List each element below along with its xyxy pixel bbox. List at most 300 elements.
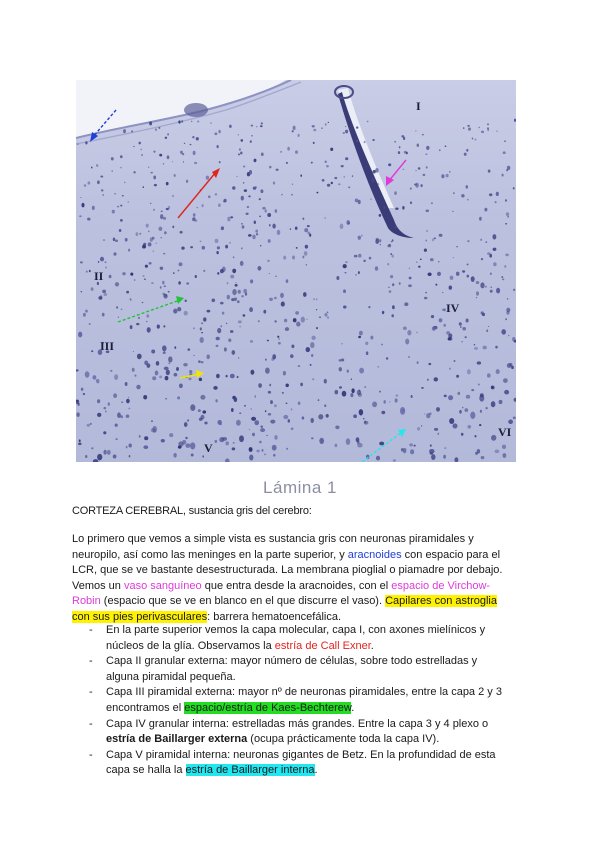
neuron-cell bbox=[286, 448, 288, 450]
neuron-cell bbox=[241, 295, 243, 297]
neuron-cell bbox=[346, 438, 350, 445]
neuron-cell bbox=[478, 384, 480, 386]
neuron-cell bbox=[157, 325, 160, 329]
neuron-cell bbox=[120, 155, 123, 158]
neuron-cell bbox=[164, 285, 166, 287]
neuron-cell bbox=[190, 442, 195, 449]
neuron-cell bbox=[248, 195, 250, 197]
neuron-cell bbox=[345, 272, 347, 273]
neuron-cell bbox=[217, 272, 219, 275]
neuron-cell bbox=[97, 399, 100, 403]
neuron-cell bbox=[391, 314, 394, 317]
neuron-cell bbox=[312, 125, 315, 127]
neuron-cell bbox=[183, 363, 187, 366]
neuron-cell bbox=[443, 455, 446, 459]
neuron-cell bbox=[113, 454, 117, 458]
neuron-cell bbox=[168, 206, 170, 209]
neuron-cell bbox=[133, 171, 135, 173]
neuron-cell bbox=[155, 128, 157, 131]
neuron-cell bbox=[192, 136, 194, 139]
neuron-cell bbox=[310, 342, 314, 348]
neuron-cell bbox=[513, 289, 515, 291]
term-baillarger-interna: estría de Baillarger interna bbox=[185, 764, 315, 777]
neuron-cell bbox=[112, 210, 115, 214]
neuron-cell bbox=[164, 367, 169, 371]
neuron-cell bbox=[398, 151, 400, 154]
neuron-cell bbox=[409, 443, 413, 446]
neuron-cell bbox=[479, 217, 482, 221]
neuron-cell bbox=[480, 282, 484, 288]
neuron-cell bbox=[153, 250, 154, 252]
neuron-cell bbox=[327, 184, 330, 187]
neuron-cell bbox=[274, 320, 276, 322]
neuron-cell bbox=[368, 306, 370, 308]
neuron-cell bbox=[324, 217, 326, 219]
description-paragraph bbox=[72, 532, 512, 626]
neuron-cell bbox=[210, 122, 212, 123]
neuron-cell bbox=[130, 298, 132, 300]
neuron-cell bbox=[286, 162, 288, 164]
neuron-cell bbox=[265, 367, 270, 373]
neuron-cell bbox=[202, 246, 206, 250]
neuron-cell bbox=[215, 440, 218, 443]
neuron-cell bbox=[103, 431, 106, 434]
neuron-cell bbox=[251, 408, 252, 409]
neuron-cell bbox=[227, 217, 230, 222]
list-item-text: . bbox=[370, 639, 374, 652]
neuron-cell bbox=[121, 309, 123, 311]
term-vaso-sanguineo: vaso sanguíneo bbox=[123, 579, 202, 592]
neuron-cell bbox=[103, 293, 107, 296]
neuron-cell bbox=[163, 163, 164, 164]
neuron-cell bbox=[394, 141, 395, 143]
neuron-cell bbox=[324, 404, 326, 407]
neuron-cell bbox=[193, 327, 195, 329]
neuron-cell bbox=[269, 298, 273, 301]
list-item bbox=[72, 685, 512, 716]
neuron-cell bbox=[327, 312, 329, 313]
neuron-cell bbox=[275, 209, 278, 213]
neuron-cell bbox=[251, 135, 253, 137]
neuron-cell bbox=[185, 300, 187, 303]
neuron-cell bbox=[269, 224, 271, 227]
neuron-cell bbox=[372, 402, 377, 408]
neuron-cell bbox=[261, 153, 264, 157]
neuron-cell bbox=[431, 315, 434, 318]
neuron-cell bbox=[79, 215, 82, 217]
neuron-cell bbox=[218, 204, 221, 207]
neuron-cell bbox=[108, 402, 110, 405]
neuron-cell bbox=[339, 359, 342, 361]
neuron-cell bbox=[426, 230, 428, 232]
neuron-cell bbox=[502, 174, 504, 177]
neuron-cell bbox=[281, 194, 282, 196]
neuron-cell bbox=[334, 177, 337, 179]
neuron-cell bbox=[366, 351, 369, 355]
neuron-cell bbox=[260, 426, 262, 428]
neuron-cell bbox=[85, 310, 88, 313]
neuron-cell bbox=[322, 179, 325, 182]
neuron-cell bbox=[375, 239, 379, 244]
neuron-cell bbox=[257, 266, 261, 271]
neuron-cell bbox=[423, 174, 426, 176]
neuron-cell bbox=[459, 322, 462, 325]
neuron-cell bbox=[467, 199, 468, 200]
list-item bbox=[72, 717, 512, 748]
neuron-cell bbox=[286, 383, 289, 387]
neuron-cell bbox=[375, 266, 378, 271]
neuron-cell bbox=[363, 260, 365, 263]
neuron-cell bbox=[504, 140, 506, 142]
neuron-cell bbox=[159, 154, 162, 157]
neuron-cell bbox=[244, 405, 246, 407]
neuron-cell bbox=[180, 151, 183, 154]
neuron-cell bbox=[128, 249, 130, 252]
neuron-cell bbox=[117, 206, 119, 208]
neuron-cell bbox=[341, 343, 342, 345]
neuron-cell bbox=[206, 354, 210, 359]
neuron-cell bbox=[130, 325, 133, 329]
neuron-cell bbox=[200, 327, 202, 330]
neuron-cell bbox=[324, 313, 327, 317]
neuron-cell bbox=[197, 207, 198, 208]
neuron-cell bbox=[102, 313, 105, 317]
neuron-cell bbox=[428, 272, 432, 276]
neuron-cell bbox=[470, 412, 475, 419]
neuron-cell bbox=[392, 283, 394, 286]
neuron-cell bbox=[201, 332, 203, 333]
neuron-cell bbox=[318, 399, 320, 401]
neuron-cell bbox=[496, 288, 500, 294]
neuron-cell bbox=[200, 337, 204, 343]
neuron-cell bbox=[415, 130, 416, 131]
neuron-cell bbox=[181, 246, 184, 249]
neuron-cell bbox=[83, 393, 86, 395]
neuron-cell bbox=[479, 424, 481, 426]
neuron-cell bbox=[400, 407, 405, 415]
neuron-cell bbox=[76, 412, 79, 417]
neuron-cell bbox=[135, 374, 137, 376]
neuron-cell bbox=[425, 292, 427, 294]
neuron-cell bbox=[231, 408, 234, 412]
paragraph-text: que entra desde la aracnoides, con el bbox=[201, 579, 392, 592]
neuron-cell bbox=[395, 208, 398, 210]
neuron-cell bbox=[345, 126, 346, 127]
neuron-cell bbox=[178, 446, 182, 449]
neuron-cell bbox=[489, 193, 493, 196]
neuron-cell bbox=[122, 272, 125, 275]
neuron-cell bbox=[133, 146, 134, 147]
neuron-cell bbox=[345, 157, 348, 160]
neuron-cell bbox=[481, 311, 484, 314]
neuron-cell bbox=[277, 230, 281, 235]
neuron-cell bbox=[146, 224, 149, 228]
neuron-cell bbox=[493, 248, 497, 251]
neuron-cell bbox=[266, 435, 267, 436]
neuron-cell bbox=[272, 445, 277, 451]
layer-label-5: V bbox=[204, 441, 213, 455]
neuron-cell bbox=[91, 166, 92, 168]
neuron-cell bbox=[184, 422, 188, 427]
neuron-cell bbox=[217, 420, 221, 425]
neuron-cell bbox=[358, 336, 361, 338]
neuron-cell bbox=[300, 174, 302, 176]
neuron-cell bbox=[146, 314, 149, 318]
neuron-cell bbox=[256, 233, 258, 235]
neuron-cell bbox=[121, 401, 123, 403]
neuron-cell bbox=[259, 441, 262, 444]
neuron-cell bbox=[439, 149, 441, 151]
neuron-cell bbox=[403, 169, 405, 171]
neuron-cell bbox=[256, 126, 257, 127]
neuron-cell bbox=[316, 327, 318, 329]
neuron-cell bbox=[176, 367, 179, 371]
neuron-cell bbox=[129, 443, 132, 447]
neuron-cell bbox=[143, 445, 148, 449]
neuron-cell bbox=[185, 437, 187, 439]
neuron-cell bbox=[264, 454, 265, 456]
neuron-cell bbox=[316, 309, 317, 310]
neuron-cell bbox=[158, 127, 160, 129]
neuron-cell bbox=[387, 244, 391, 247]
neuron-cell bbox=[357, 390, 361, 395]
neuron-cell bbox=[242, 225, 245, 228]
neuron-cell bbox=[488, 129, 489, 131]
neuron-cell bbox=[139, 435, 141, 438]
neuron-cell bbox=[151, 282, 154, 284]
list-item-text: . bbox=[314, 764, 318, 777]
neuron-cell bbox=[465, 408, 469, 412]
neuron-cell bbox=[480, 239, 482, 241]
neuron-cell bbox=[265, 209, 267, 212]
neuron-cell bbox=[105, 267, 106, 269]
neuron-cell bbox=[480, 410, 482, 413]
neuron-cell bbox=[319, 316, 321, 318]
neuron-cell bbox=[197, 120, 199, 122]
list-item-text: Capa V piramidal interna: neuronas gigantes de Betz. En la profundidad de esta capa se halla la bbox=[106, 748, 496, 777]
neuron-cell bbox=[339, 367, 342, 371]
neuron-cell bbox=[437, 272, 441, 276]
neuron-cell bbox=[474, 347, 478, 350]
neuron-cell bbox=[396, 395, 399, 397]
neuron-cell bbox=[359, 331, 363, 336]
neuron-cell bbox=[295, 150, 298, 154]
neuron-cell bbox=[165, 398, 167, 400]
neuron-cell bbox=[310, 364, 312, 366]
neuron-cell bbox=[111, 170, 112, 172]
neuron-cell bbox=[221, 226, 224, 230]
neuron-cell bbox=[132, 368, 135, 372]
neuron-cell bbox=[187, 419, 189, 421]
neuron-cell bbox=[428, 363, 431, 365]
neuron-cell bbox=[449, 368, 450, 370]
neuron-cell bbox=[120, 167, 122, 169]
neuron-cell bbox=[217, 246, 220, 249]
neuron-cell bbox=[495, 201, 497, 203]
neuron-cell bbox=[355, 198, 358, 202]
neuron-cell bbox=[160, 214, 163, 219]
neuron-cell bbox=[347, 369, 349, 372]
neuron-cell bbox=[122, 195, 124, 197]
neuron-cell bbox=[475, 139, 477, 141]
neuron-cell bbox=[491, 401, 496, 407]
neuron-cell bbox=[402, 206, 404, 210]
neuron-cell bbox=[505, 223, 507, 225]
neuron-cell bbox=[414, 445, 416, 447]
neuron-cell bbox=[448, 395, 453, 400]
neuron-cell bbox=[179, 383, 183, 388]
neuron-cell bbox=[101, 189, 104, 191]
neuron-cell bbox=[326, 165, 329, 167]
neuron-cell bbox=[254, 159, 257, 163]
neuron-cell bbox=[508, 335, 509, 337]
neuron-cell bbox=[89, 323, 91, 324]
neuron-cell bbox=[364, 141, 366, 144]
tissue-background bbox=[76, 80, 516, 462]
neuron-cell bbox=[111, 157, 114, 160]
neuron-cell bbox=[476, 291, 479, 295]
neuron-cell bbox=[483, 346, 487, 350]
neuron-cell bbox=[343, 132, 345, 134]
arachnoid-cluster bbox=[184, 103, 208, 117]
neuron-cell bbox=[363, 418, 365, 419]
neuron-cell bbox=[91, 287, 94, 291]
neuron-cell bbox=[461, 341, 462, 342]
neuron-cell bbox=[260, 428, 265, 432]
neuron-cell bbox=[370, 336, 373, 340]
neuron-cell bbox=[303, 292, 307, 297]
paragraph-text: con espacio para el LCR, que se ve bastante desestructurada. La membrana pioglial o piamadre por debajo. Vemos un bbox=[72, 548, 503, 592]
neuron-cell bbox=[496, 369, 500, 374]
neuron-cell bbox=[140, 149, 141, 150]
neuron-cell bbox=[238, 357, 239, 359]
neuron-cell bbox=[203, 317, 206, 321]
neuron-cell bbox=[165, 376, 169, 381]
neuron-cell bbox=[502, 278, 504, 280]
neuron-cell bbox=[502, 445, 506, 449]
neuron-cell bbox=[207, 310, 211, 313]
neuron-cell bbox=[345, 261, 348, 263]
neuron-cell bbox=[79, 439, 81, 442]
neuron-cell bbox=[312, 378, 314, 380]
list-item bbox=[72, 623, 512, 654]
neuron-cell bbox=[180, 231, 183, 234]
neuron-cell bbox=[128, 201, 129, 203]
neuron-cell bbox=[216, 337, 220, 341]
neuron-cell bbox=[316, 298, 317, 300]
neuron-cell bbox=[161, 211, 163, 212]
neuron-cell bbox=[446, 174, 449, 177]
neuron-cell bbox=[459, 410, 462, 414]
neuron-cell bbox=[487, 373, 491, 377]
neuron-cell bbox=[203, 410, 207, 413]
neuron-cell bbox=[225, 441, 228, 445]
layer-list bbox=[72, 623, 512, 779]
neuron-cell bbox=[460, 326, 461, 328]
neuron-cell bbox=[441, 174, 444, 178]
neuron-cell bbox=[125, 382, 128, 386]
neuron-cell bbox=[133, 351, 134, 352]
neuron-cell bbox=[215, 399, 217, 402]
neuron-cell bbox=[302, 256, 304, 259]
neuron-cell bbox=[318, 414, 323, 419]
neuron-cell bbox=[435, 284, 437, 286]
neuron-cell bbox=[199, 418, 203, 421]
neuron-cell bbox=[283, 415, 288, 419]
neuron-cell bbox=[243, 182, 244, 183]
paragraph-text: Lo primero que vemos a simple vista es sustancia gris con neuronas piramidales y neuropilo, así como las meninges en la parte superior, y bbox=[72, 533, 474, 561]
neuron-cell bbox=[311, 336, 315, 340]
neuron-cell bbox=[292, 130, 294, 132]
neuron-cell bbox=[344, 176, 345, 178]
neuron-cell bbox=[200, 240, 202, 242]
neuron-cell bbox=[250, 340, 253, 343]
neuron-cell bbox=[403, 326, 407, 330]
neuron-cell bbox=[290, 228, 291, 230]
neuron-cell bbox=[457, 392, 460, 395]
neuron-cell bbox=[182, 440, 186, 445]
neuron-cell bbox=[417, 361, 419, 364]
neuron-cell bbox=[426, 166, 428, 168]
neuron-cell bbox=[448, 337, 452, 340]
neuron-cell bbox=[163, 294, 167, 299]
neuron-cell bbox=[153, 175, 156, 179]
neuron-cell bbox=[226, 323, 228, 324]
neuron-cell bbox=[418, 266, 421, 268]
neuron-cell bbox=[420, 259, 422, 260]
neuron-cell bbox=[218, 130, 220, 133]
neuron-cell bbox=[511, 366, 514, 370]
neuron-cell bbox=[477, 361, 481, 364]
neuron-cell bbox=[304, 251, 308, 255]
neuron-cell bbox=[393, 459, 396, 461]
neuron-cell bbox=[487, 127, 489, 129]
neuron-cell bbox=[336, 276, 339, 280]
neuron-cell bbox=[151, 350, 155, 354]
neuron-cell bbox=[292, 184, 293, 185]
neuron-cell bbox=[253, 187, 257, 190]
neuron-cell bbox=[148, 167, 149, 169]
neuron-cell bbox=[313, 298, 315, 300]
neuron-cell bbox=[247, 206, 250, 208]
neuron-cell bbox=[415, 170, 416, 171]
neuron-cell bbox=[115, 240, 118, 243]
neuron-cell bbox=[380, 244, 381, 246]
neuron-cell bbox=[143, 395, 147, 400]
neuron-cell bbox=[442, 309, 446, 312]
neuron-cell bbox=[285, 327, 289, 331]
paragraph-text: : barrera hematoencefálica. bbox=[207, 610, 342, 623]
neuron-cell bbox=[291, 344, 294, 348]
neuron-cell bbox=[212, 298, 216, 302]
neuron-cell bbox=[479, 127, 480, 129]
neuron-cell bbox=[80, 197, 81, 198]
neuron-cell bbox=[224, 347, 227, 351]
neuron-cell bbox=[298, 134, 300, 137]
neuron-cell bbox=[410, 449, 414, 454]
neuron-cell bbox=[139, 233, 141, 235]
neuron-cell bbox=[83, 313, 86, 317]
neuron-cell bbox=[409, 277, 412, 280]
neuron-cell bbox=[479, 395, 484, 402]
neuron-cell bbox=[225, 245, 228, 249]
neuron-cell bbox=[80, 261, 83, 263]
neuron-cell bbox=[429, 449, 434, 454]
neuron-cell bbox=[162, 281, 165, 285]
neuron-cell bbox=[78, 442, 82, 445]
neuron-cell bbox=[453, 257, 455, 258]
neuron-cell bbox=[461, 433, 464, 436]
